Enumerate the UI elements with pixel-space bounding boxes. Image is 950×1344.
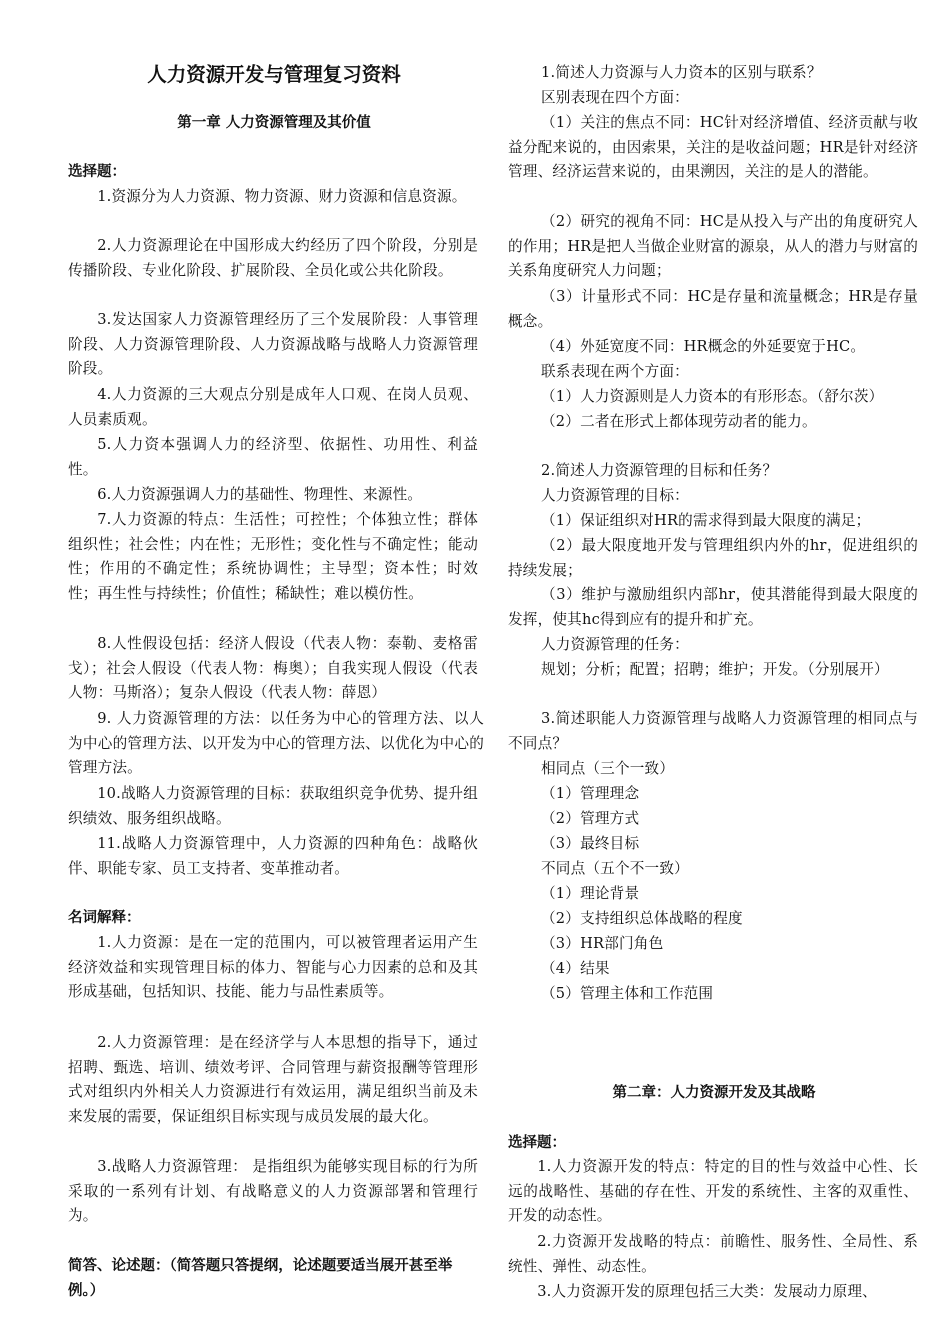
q2-goal-item-3: （3）维护与激励组织内部hr，使其潜能得到最大限度的发挥，使其hc得到应有的提升和扩充。 (508, 586, 918, 628)
q1-diff-item-2: （2）研究的视角不同：HC是从投入与产出的角度研究人的作用；HR是把人当做企业财富的源泉，从人的潜力与财富的关系角度研究人力问题； (508, 213, 918, 280)
q3-diff-item-5: （5）管理主体和工作范围 (541, 985, 714, 1002)
choice-item-3: 3.发达国家人力资源管理经历了三个发展阶段：人事管理阶段、人力资源管理阶段、人力资源战略与战略人力资源管理阶段。 (68, 311, 478, 378)
q2-task-intro: 人力资源管理的任务： (541, 636, 689, 653)
document-title: 人力资源开发与管理复习资料 (147, 63, 401, 86)
q3-diff-item-1: （1）理论背景 (541, 885, 640, 902)
q2-goal-item-2: （2）最大限度地开发与管理组织内外的hr，促进组织的持续发展； (508, 537, 918, 579)
q2-task-text: 规划；分析；配置；招聘；维护；开发。（分别展开） (541, 661, 889, 678)
chapter-2-choice-label: 选择题： (508, 1135, 566, 1151)
q3-diff-item-4: （4）结果 (541, 960, 610, 977)
q1-title: 1.简述人力资源与人力资本的区别与联系？ (541, 64, 822, 81)
essay-questions-label: 简答、论述题：（简答题只答提纲，论述题要适当展开甚至举例。） (68, 1258, 453, 1299)
q1-link-item-2: （2）二者在形式上都体现劳动者的能力。 (541, 413, 817, 430)
q1-diff-intro: 区别表现在四个方面： (541, 89, 689, 106)
q1-link-intro: 联系表现在两个方面： (541, 363, 689, 380)
chapter-1-heading: 第一章 人力资源管理及其价值 (177, 115, 371, 131)
q3-title: 3.简述职能人力资源管理与战略人力资源管理的相同点与不同点？ (508, 710, 918, 752)
choice-item-5: 5.人力资本强调人力的经济型、依据性、功用性、利益性。 (68, 436, 478, 478)
q3-same-intro: 相同点（三个一致） (541, 760, 675, 777)
choice-item-7: 7.人力资源的特点：生活性；可控性；个体独立性；群体组织性；社会性；内在性；无形性；变化性与不确定性；能动性；作用的不确定性；系统协调性；主导型；资本性；时效性；再生性与持续性；价值性；稀缺性；难以模仿性。 (68, 511, 478, 603)
q2-goal-intro: 人力资源管理的目标： (541, 487, 689, 504)
q1-link-item-1: （1）人力资源则是人力资本的有形形态。（舒尔茨） (541, 388, 884, 405)
term-explanation-label: 名词解释： (68, 910, 141, 926)
choice-item-8: 8.人性假设包括：经济人假设（代表人物：泰勒、麦格雷戈）；社会人假设（代表人物：梅奥）；自我实现人假设（代表人物：马斯洛）；复杂人假设（代表人物：薛恩） (68, 635, 478, 702)
chapter-2-choice-item-2: 2.力资源开发战略的特点：前瞻性、服务性、全局性、系统性、弹性、动态性。 (508, 1233, 918, 1275)
choice-item-9: 9. 人力资源管理的方法：以任务为中心的管理方法、以人为中心的管理方法、以开发为中心的管理方法、以优化为中心的管理方法。 (68, 710, 484, 777)
q3-diff-item-2: （2）支持组织总体战略的程度 (541, 910, 743, 927)
choice-item-2: 2.人力资源理论在中国形成大约经历了四个阶段，分别是传播阶段、专业化阶段、扩展阶段、全员化或公共化阶段。 (68, 237, 478, 279)
q3-same-item-2: （2）管理方式 (541, 810, 640, 827)
term-item-3: 3.战略人力资源管理： 是指组织为能够实现目标的行为所采取的一系列有计划、有战略意义的人力资源部署和管理行为。 (68, 1158, 478, 1225)
chapter-2-choice-item-1: 1.人力资源开发的特点：特定的目的性与效益中心性、长远的战略性、基础的存在性、开发的系统性、主客的双重性、开发的动态性。 (508, 1158, 918, 1225)
chapter-2-choice-item-3: 3.人力资源开发的原理包括三大类：发展动力原理、 (537, 1283, 877, 1300)
q1-diff-item-1: （1）关注的焦点不同：HC针对经济增值、经济贡献与收益分配来说的，由因索果，关注的是收益问题；HR是针对经济管理、经济运营来说的，由果溯因，关注的是人的潜能。 (508, 114, 918, 181)
q2-title: 2.简述人力资源管理的目标和任务？ (541, 462, 778, 479)
q3-diff-item-3: （3）HR部门角色 (541, 935, 664, 952)
choice-item-4: 4.人力资源的三大观点分别是成年人口观、在岗人员观、人员素质观。 (68, 386, 478, 428)
choice-item-6: 6.人力资源强调人力的基础性、物理性、来源性。 (97, 486, 423, 503)
q1-diff-item-3: （3）计量形式不同：HC是存量和流量概念；HR是存量概念。 (508, 288, 918, 330)
choice-item-1: 1.资源分为人力资源、物力资源、财力资源和信息资源。 (97, 188, 467, 205)
term-item-1: 1.人力资源：是在一定的范围内，可以被管理者运用产生经济效益和实现管理目标的体力、智能与心力因素的总和及其形成基础，包括知识、技能、能力与品性素质等。 (68, 934, 478, 1001)
term-item-2: 2.人力资源管理：是在经济学与人本思想的指导下，通过招聘、甄选、培训、绩效考评、合同管理与薪资报酬等管理形式对组织内外相关人力资源进行有效运用，满足组织当前及未来发展的需要，保证组织目标实现与成员发展的最大化。 (68, 1034, 478, 1126)
choice-questions-label: 选择题： (68, 164, 126, 180)
q3-diff-intro: 不同点（五个不一致） (541, 860, 689, 877)
q1-diff-item-4: （4）外延宽度不同：HR概念的外延要宽于HC。 (541, 338, 866, 355)
choice-item-11: 11.战略人力资源管理中，人力资源的四种角色：战略伙伴、职能专家、员工支持者、变革推动者。 (68, 835, 478, 877)
choice-item-10: 10.战略人力资源管理的目标：获取组织竞争优势、提升组织绩效、服务组织战略。 (68, 785, 478, 827)
chapter-2-heading: 第二章：人力资源开发及其战略 (612, 1085, 816, 1101)
q3-same-item-1: （1）管理理念 (541, 785, 640, 802)
q3-same-item-3: （3）最终目标 (541, 835, 640, 852)
q2-goal-item-1: （1）保证组织对HR的需求得到最大限度的满足； (541, 512, 871, 529)
